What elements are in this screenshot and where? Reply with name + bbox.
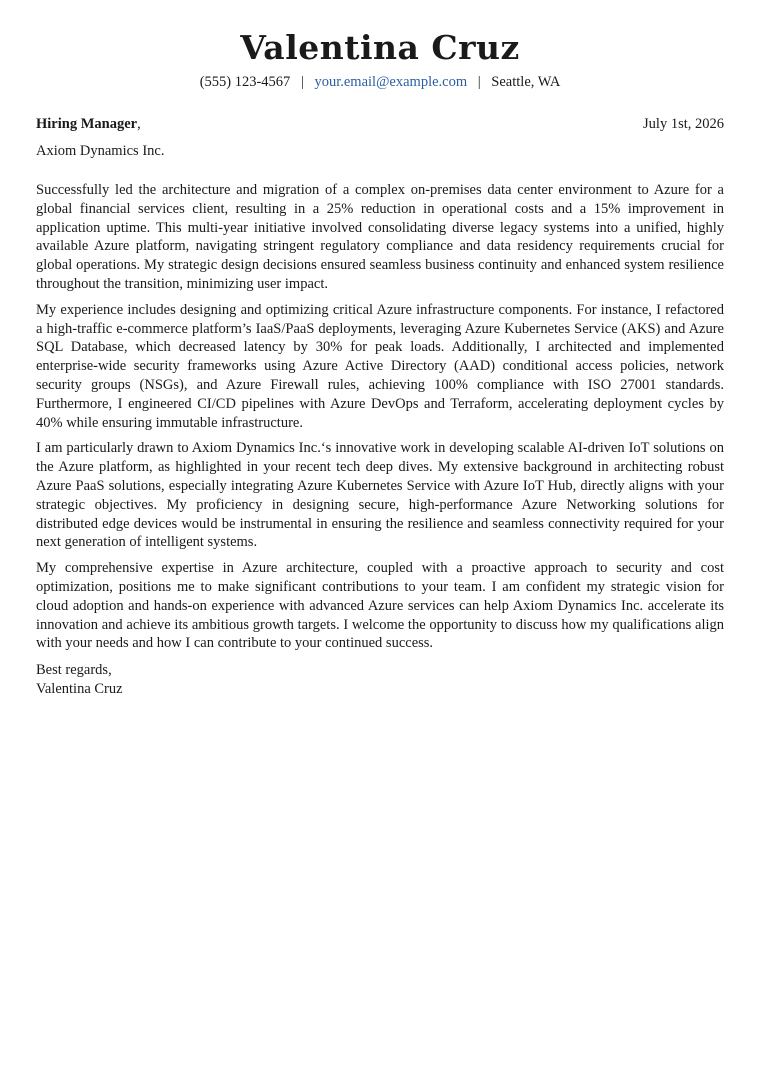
recipient-comma: , [137, 116, 141, 132]
letter-date: July 1st, 2026 [643, 116, 724, 132]
closing-salutation: Best regards, [36, 662, 112, 679]
recipient-date-row [36, 115, 724, 133]
body-paragraph: My comprehensive expertise in Azure architecture, coupled with a proactive approach to security and cost optimization, positions me to make significant contributions to your team. I am confident my strategic vision for cloud adoption and hands-on experience with advanced Azure services can help Axiom Dynamics Inc. accelerate its innovation and achieve its ambitious growth targets. I welcome the opportunity to discuss how my qualifications align with your needs and how I can contribute to your continued success. [36, 560, 724, 652]
body-paragraph: I am particularly drawn to Axiom Dynamics Inc.‘s innovative work in developing scalable AI-driven IoT solutions on the Azure platform, as highlighted in your recent tech deep dives. My extensive background in architecting robust Azure PaaS solutions, especially integrating Azure Kubernetes Service with Azure IoT Hub, directly aligns with your strategic objectives. My proficiency in designing secure, high-performance Azure Networking solutions for distributed edge devices would be instrumental in ensuring the resilience and seamless connectivity required for your next generation of intelligent systems. [36, 440, 724, 551]
contact-separator: | [300, 74, 304, 90]
closing-block [36, 661, 724, 699]
applicant-name: Valentina Cruz [240, 28, 520, 67]
recipient-name: Hiring Manager [36, 116, 138, 132]
letter-body [36, 181, 724, 653]
email-link[interactable]: your.email@example.com [314, 74, 468, 90]
company-name: Axiom Dynamics Inc. [36, 143, 165, 159]
contact-separator: | [477, 74, 481, 90]
body-paragraph: My experience includes designing and optimizing critical Azure infrastructure components. For instance, I refactored a high-traffic e-commerce platform’s IaaS/PaaS deployments, leveraging Azure Kubernetes Service (AKS) and Azure SQL Database, which decreased latency by 30% for peak loads. Additionally, I architected and implemented enterprise-wide security frameworks using Azure Active Directory (AAD) conditional access policies, network security groups (NSGs), and Azure Firewall rules, achieving 100% compliance with ISO 27001 standards. Furthermore, I engineered CI/CD pipelines with Azure DevOps and Terraform, accelerating deployment cycles by 40% while ensuring immutable infrastructure. [36, 301, 724, 431]
location: Seattle, WA [491, 74, 561, 90]
contact-line [36, 73, 724, 91]
phone-number: (555) 123-4567 [199, 74, 291, 90]
recipient-line [36, 115, 141, 133]
signature-name: Valentina Cruz [36, 681, 123, 698]
body-paragraph: Successfully led the architecture and migration of a complex on-premises data center environment to Azure for a global financial services client, resulting in a 25% reduction in operational costs and a 15% improvement in application uptime. This multi-year initiative involved consolidating diverse legacy systems into a unified, highly available Azure platform, navigating stringent regulatory compliance and data residency requirements crucial for global operations. My strategic design decisions ensured seamless business continuity and enhanced system resilience throughout the transition, minimizing user impact. [36, 182, 724, 292]
